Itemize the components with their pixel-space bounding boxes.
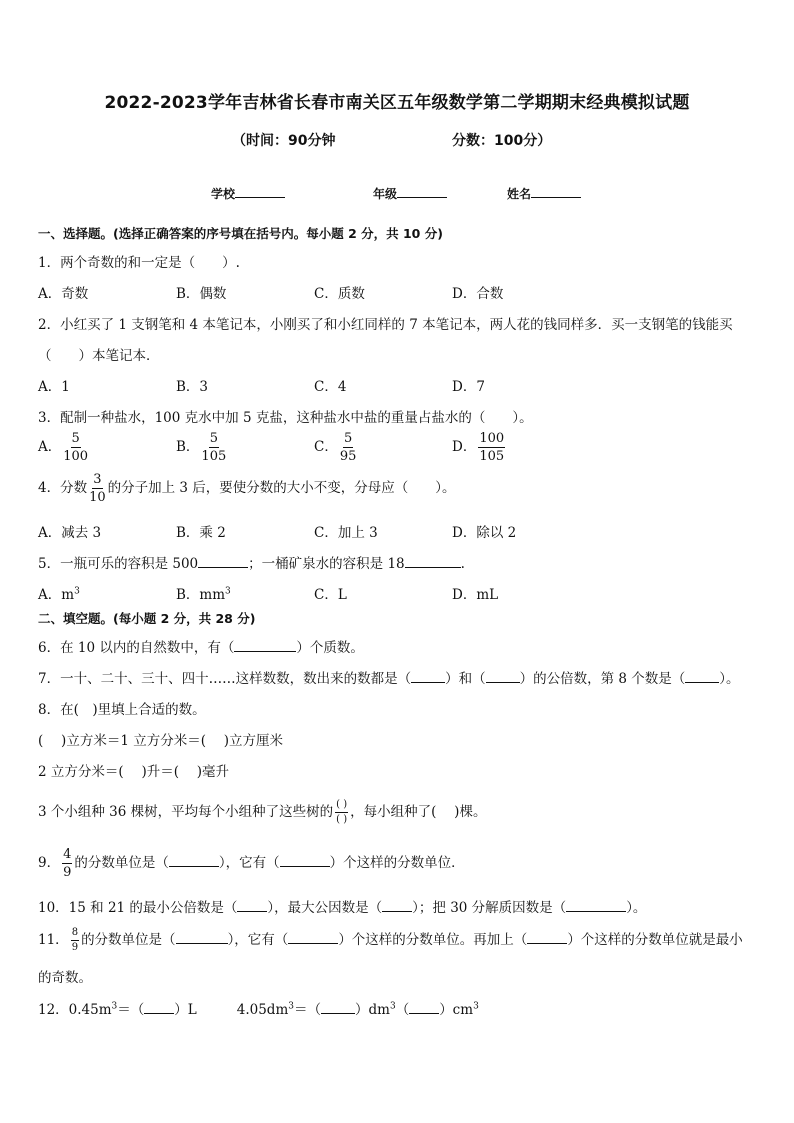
- question-5: 5．一瓶可乐的容积是 500 ；一桶矿泉水的容积是 18 .: [38, 552, 465, 572]
- grade-field: [373, 183, 447, 202]
- q11-fraction: $\frac{8}{9}$: [71, 927, 79, 953]
- q3-c-label: C．: [314, 439, 338, 455]
- question-10: 10．15 和 21 的最小公倍数是（ ），最大公因数是（ ）；把 30 分解质因数是（ ）。: [38, 896, 646, 916]
- q5-option-c[interactable]: C．L: [314, 587, 347, 603]
- q10-blank-3[interactable]: [566, 897, 626, 912]
- q12-blank-1[interactable]: [144, 999, 174, 1014]
- section-1-heading: 一、选择题。(选择正确答案的序号填在括号内。每小题 2 分，共 10 分): [38, 226, 443, 241]
- q3-option-b[interactable]: [176, 432, 228, 463]
- q8-line-2: 2 立方分米＝( )升＝( )毫升: [38, 764, 230, 780]
- q2-option-c[interactable]: C．4: [314, 379, 347, 395]
- q7-blank-3[interactable]: [685, 668, 719, 683]
- q3-option-a[interactable]: [38, 432, 90, 463]
- q1-option-c[interactable]: C．质数: [314, 286, 365, 302]
- name-label: 姓名: [507, 187, 532, 201]
- q4-option-a[interactable]: A．减去 3: [38, 525, 102, 541]
- q3-d-label: D．: [452, 439, 477, 455]
- q4-option-c[interactable]: C．加上 3: [314, 525, 378, 541]
- q3-b-fraction: $\frac{5}{105}$: [201, 431, 227, 464]
- q6-blank[interactable]: [234, 637, 296, 652]
- q2-option-d[interactable]: D．7: [452, 379, 485, 395]
- q3-b-label: B．: [176, 439, 200, 455]
- question-4: 4．分数 $\frac{3}{10}$ 的分子加上 3 后，要使分数的大小不变，分母应（ ）。: [38, 472, 456, 505]
- exam-title: 2022-2023学年吉林省长春市南关区五年级数学第二学期期末经典模拟试题: [104, 93, 690, 113]
- q1-option-a[interactable]: A．奇数: [38, 286, 89, 302]
- question-8: 8．在( )里填上合适的数。: [38, 702, 206, 718]
- question-2-cont: （ ）本笔记本．: [38, 348, 160, 364]
- score-label: 分数：100分）: [452, 133, 552, 149]
- question-6: 6．在 10 以内的自然数中，有（ ）个质数。: [38, 636, 364, 656]
- school-field: [211, 183, 285, 202]
- q12-blank-2[interactable]: [321, 999, 355, 1014]
- q9-blank-2[interactable]: [280, 852, 330, 867]
- question-11: 11． $\frac{8}{9}$ 的分数单位是（ ），它有（ ）个这样的分数单位。再加上（ ）个这样的分数单位就是最小: [38, 927, 743, 953]
- q3-d-fraction: $\frac{100}{105}$: [479, 431, 505, 464]
- q1-option-b[interactable]: B．偶数: [176, 286, 227, 302]
- q4-option-d[interactable]: D．除以 2: [452, 525, 517, 541]
- q3-option-d[interactable]: [452, 432, 507, 463]
- q2-option-a[interactable]: A．1: [38, 379, 70, 395]
- q3-a-label: A．: [38, 439, 62, 455]
- question-3: 3．配制一种盐水，100 克水中加 5 克盐，这种盐水中盐的重量占盐水的（ ）。: [38, 410, 533, 426]
- q1-option-d[interactable]: D．合数: [452, 286, 504, 302]
- q5-option-a[interactable]: A．$m^3$: [38, 586, 80, 603]
- question-12: 12．$0.45m^3=$（ ）L $4.05dm^3=$（ ）$dm^3$（ ）$cm^3$: [38, 998, 479, 1018]
- grade-blank[interactable]: [397, 183, 447, 198]
- school-label: 学校: [211, 187, 236, 201]
- q4-fraction: $\frac{3}{10}$: [89, 472, 106, 505]
- q5-blank-1[interactable]: [198, 553, 248, 568]
- q10-blank-1[interactable]: [237, 897, 267, 912]
- q9-fraction: $\frac{4}{9}$: [63, 847, 72, 880]
- q10-blank-2[interactable]: [382, 897, 412, 912]
- question-1: 1．两个奇数的和一定是（ ）.: [38, 255, 240, 271]
- grade-label: 年级: [373, 187, 398, 201]
- q8-line-3: 3 个小组种 36 棵树，平均每个小组种了这些树的 $\frac{( )}{( )}$ ，每小组种了( )棵。: [38, 799, 487, 825]
- name-field: [507, 183, 581, 202]
- q5-blank-2[interactable]: [405, 553, 461, 568]
- question-7: 7．一十、二十、三十、四十……这样数数，数出来的数都是（ ）和（ ）的公倍数，第 8 个数是（ ）。: [38, 667, 740, 687]
- q3-a-fraction: $\frac{5}{100}$: [63, 431, 89, 464]
- q5-option-b[interactable]: B．$mm^3$: [176, 586, 231, 603]
- question-9: 9． $\frac{4}{9}$ 的分数单位是（ ），它有（ ）个这样的分数单位．: [38, 847, 465, 880]
- question-2: 2．小红买了 1 支钢笔和 4 本笔记本，小刚买了和小红同样的 7 本笔记本，两人花的钱同样多．买一支钢笔的钱能买: [38, 317, 733, 333]
- q3-option-c[interactable]: [314, 432, 358, 463]
- q8-line-1: ( )立方米＝1 立方分米＝( )立方厘米: [38, 733, 284, 749]
- q2-option-b[interactable]: B．3: [176, 379, 209, 395]
- time-label: （时间：90分钟: [232, 133, 336, 149]
- section-2-heading: 二、填空题。(每小题 2 分，共 28 分): [38, 611, 256, 626]
- q9-blank-1[interactable]: [169, 852, 219, 867]
- name-blank[interactable]: [531, 183, 581, 198]
- q4-option-b[interactable]: B．乘 2: [176, 525, 226, 541]
- q11-blank-1[interactable]: [176, 929, 228, 944]
- school-blank[interactable]: [235, 183, 285, 198]
- q11-blank-3[interactable]: [527, 929, 567, 944]
- q12-blank-3[interactable]: [409, 999, 439, 1014]
- q8-fraction: $\frac{( )}{( )}$: [336, 799, 348, 825]
- q5-option-d[interactable]: D．mL: [452, 587, 499, 603]
- question-11-cont: 的奇数。: [38, 970, 92, 986]
- q7-blank-2[interactable]: [486, 668, 520, 683]
- q11-blank-2[interactable]: [288, 929, 338, 944]
- q3-c-fraction: $\frac{5}{95}$: [339, 431, 357, 464]
- q7-blank-1[interactable]: [411, 668, 445, 683]
